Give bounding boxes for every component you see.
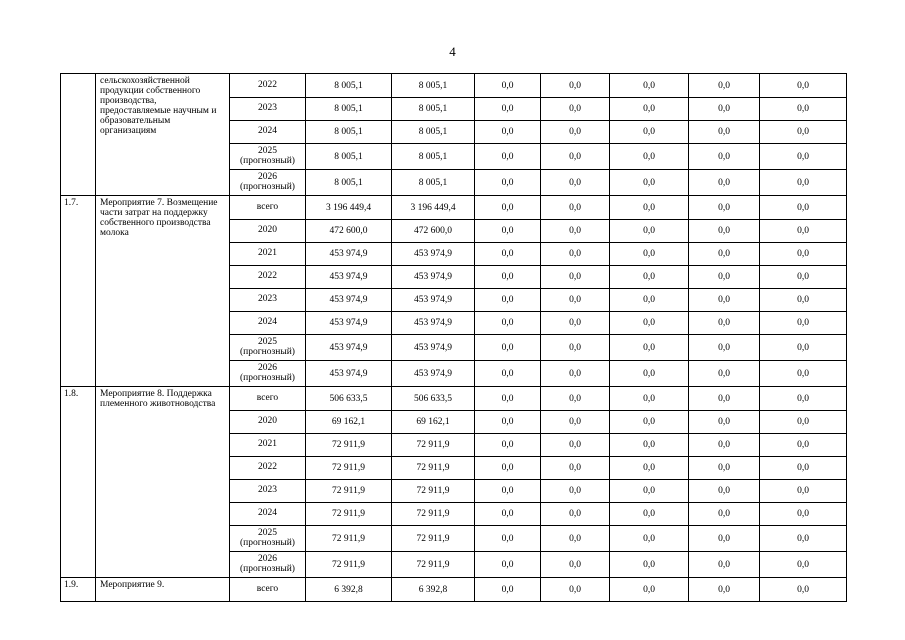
year-cell: 2024: [230, 312, 306, 335]
value-cell: 0,0: [689, 220, 760, 243]
value-cell: 72 911,9: [306, 503, 392, 526]
value-cell: 72 911,9: [392, 552, 475, 578]
value-cell: 72 911,9: [306, 457, 392, 480]
year-cell: 2026 (прогнозный): [230, 170, 306, 196]
year-cell: 2021: [230, 243, 306, 266]
value-cell: 8 005,1: [392, 121, 475, 144]
value-cell: 0,0: [689, 387, 760, 411]
value-cell: 0,0: [541, 552, 610, 578]
value-cell: 0,0: [541, 457, 610, 480]
value-cell: 0,0: [475, 335, 541, 361]
item-name: Мероприятие 8. Поддержка племенного животноводства: [96, 387, 230, 578]
value-cell: 69 162,1: [392, 411, 475, 434]
table-row: [61, 196, 847, 220]
item-number: 1.7.: [61, 196, 96, 387]
value-cell: 8 005,1: [392, 170, 475, 196]
value-cell: 0,0: [475, 480, 541, 503]
year-cell: 2022: [230, 457, 306, 480]
value-cell: 0,0: [760, 552, 847, 578]
value-cell: 0,0: [541, 411, 610, 434]
value-cell: 0,0: [689, 457, 760, 480]
year-cell: 2020: [230, 411, 306, 434]
value-cell: 453 974,9: [392, 289, 475, 312]
value-cell: 0,0: [760, 503, 847, 526]
value-cell: 0,0: [760, 335, 847, 361]
value-cell: 0,0: [760, 266, 847, 289]
value-cell: 472 600,0: [306, 220, 392, 243]
value-cell: 506 633,5: [392, 387, 475, 411]
value-cell: 0,0: [689, 266, 760, 289]
item-name: сельскохозяйственной продукции собственного производства, предоставляемые научным и образовательным организациям: [96, 74, 230, 196]
year-cell: 2026 (прогнозный): [230, 552, 306, 578]
value-cell: 0,0: [689, 170, 760, 196]
value-cell: 0,0: [610, 220, 689, 243]
value-cell: 0,0: [760, 578, 847, 602]
value-cell: 72 911,9: [392, 480, 475, 503]
value-cell: 0,0: [689, 243, 760, 266]
value-cell: 0,0: [610, 552, 689, 578]
value-cell: 8 005,1: [392, 74, 475, 98]
value-cell: 0,0: [475, 552, 541, 578]
item-number: 1.8.: [61, 387, 96, 578]
value-cell: 0,0: [541, 578, 610, 602]
value-cell: 0,0: [689, 411, 760, 434]
value-cell: 0,0: [541, 170, 610, 196]
value-cell: 8 005,1: [392, 144, 475, 170]
value-cell: 0,0: [760, 434, 847, 457]
value-cell: 453 974,9: [392, 312, 475, 335]
value-cell: 0,0: [475, 144, 541, 170]
value-cell: 453 974,9: [392, 266, 475, 289]
value-cell: 453 974,9: [392, 361, 475, 387]
value-cell: 0,0: [541, 98, 610, 121]
value-cell: 0,0: [760, 220, 847, 243]
value-cell: 0,0: [610, 170, 689, 196]
value-cell: 0,0: [610, 361, 689, 387]
value-cell: 0,0: [610, 289, 689, 312]
value-cell: 69 162,1: [306, 411, 392, 434]
year-cell: всего: [230, 578, 306, 602]
value-cell: 0,0: [541, 74, 610, 98]
value-cell: 72 911,9: [306, 480, 392, 503]
value-cell: 0,0: [760, 361, 847, 387]
value-cell: 0,0: [760, 526, 847, 552]
value-cell: 8 005,1: [392, 98, 475, 121]
value-cell: 453 974,9: [306, 361, 392, 387]
table-row: [61, 578, 847, 602]
value-cell: 72 911,9: [306, 434, 392, 457]
value-cell: 0,0: [610, 335, 689, 361]
value-cell: 0,0: [610, 457, 689, 480]
value-cell: 0,0: [760, 457, 847, 480]
value-cell: 0,0: [760, 74, 847, 98]
value-cell: 0,0: [689, 312, 760, 335]
value-cell: 0,0: [760, 480, 847, 503]
item-name: Мероприятие 9.: [96, 578, 230, 602]
value-cell: 0,0: [610, 480, 689, 503]
year-cell: всего: [230, 196, 306, 220]
value-cell: 0,0: [610, 387, 689, 411]
value-cell: 0,0: [475, 361, 541, 387]
value-cell: 3 196 449,4: [392, 196, 475, 220]
value-cell: 0,0: [760, 196, 847, 220]
value-cell: 0,0: [689, 98, 760, 121]
value-cell: 72 911,9: [306, 552, 392, 578]
value-cell: 0,0: [689, 578, 760, 602]
value-cell: 72 911,9: [306, 526, 392, 552]
value-cell: 0,0: [610, 266, 689, 289]
value-cell: 0,0: [689, 335, 760, 361]
value-cell: 506 633,5: [306, 387, 392, 411]
value-cell: 0,0: [541, 121, 610, 144]
value-cell: 0,0: [760, 243, 847, 266]
year-cell: 2024: [230, 121, 306, 144]
value-cell: 0,0: [760, 411, 847, 434]
value-cell: 0,0: [610, 411, 689, 434]
value-cell: 8 005,1: [306, 121, 392, 144]
value-cell: 0,0: [475, 98, 541, 121]
value-cell: 0,0: [689, 526, 760, 552]
value-cell: 0,0: [475, 243, 541, 266]
year-cell: 2022: [230, 266, 306, 289]
value-cell: 453 974,9: [306, 335, 392, 361]
value-cell: 0,0: [475, 457, 541, 480]
value-cell: 6 392,8: [306, 578, 392, 602]
item-number: 1.9.: [61, 578, 96, 602]
value-cell: 0,0: [541, 220, 610, 243]
value-cell: 0,0: [541, 312, 610, 335]
value-cell: 8 005,1: [306, 74, 392, 98]
value-cell: 0,0: [760, 144, 847, 170]
value-cell: 0,0: [689, 434, 760, 457]
value-cell: 0,0: [541, 144, 610, 170]
value-cell: 0,0: [610, 121, 689, 144]
value-cell: 72 911,9: [392, 503, 475, 526]
value-cell: 0,0: [475, 121, 541, 144]
value-cell: 72 911,9: [392, 457, 475, 480]
value-cell: 0,0: [541, 335, 610, 361]
value-cell: 453 974,9: [306, 243, 392, 266]
year-cell: 2023: [230, 289, 306, 312]
value-cell: 0,0: [475, 266, 541, 289]
year-cell: всего: [230, 387, 306, 411]
table-row: [61, 74, 847, 98]
value-cell: 0,0: [475, 387, 541, 411]
value-cell: 0,0: [610, 144, 689, 170]
value-cell: 0,0: [475, 503, 541, 526]
table-row: [61, 387, 847, 411]
value-cell: 0,0: [541, 480, 610, 503]
year-cell: 2023: [230, 480, 306, 503]
value-cell: 0,0: [610, 526, 689, 552]
value-cell: 0,0: [689, 552, 760, 578]
value-cell: 0,0: [475, 196, 541, 220]
year-cell: 2021: [230, 434, 306, 457]
value-cell: 472 600,0: [392, 220, 475, 243]
year-cell: 2023: [230, 98, 306, 121]
value-cell: 0,0: [541, 289, 610, 312]
value-cell: 0,0: [475, 74, 541, 98]
value-cell: 0,0: [689, 503, 760, 526]
year-cell: 2025 (прогнозный): [230, 335, 306, 361]
value-cell: 0,0: [610, 312, 689, 335]
value-cell: 453 974,9: [306, 266, 392, 289]
value-cell: 0,0: [541, 526, 610, 552]
value-cell: 0,0: [541, 243, 610, 266]
budget-table: [60, 73, 847, 602]
value-cell: 0,0: [689, 289, 760, 312]
value-cell: 453 974,9: [306, 312, 392, 335]
value-cell: 0,0: [689, 196, 760, 220]
page-number: 4: [449, 44, 456, 59]
value-cell: 0,0: [475, 411, 541, 434]
value-cell: 0,0: [610, 74, 689, 98]
value-cell: 0,0: [760, 387, 847, 411]
value-cell: 453 974,9: [392, 335, 475, 361]
value-cell: 0,0: [541, 503, 610, 526]
value-cell: 8 005,1: [306, 98, 392, 121]
value-cell: 0,0: [541, 196, 610, 220]
value-cell: 0,0: [475, 434, 541, 457]
year-cell: 2022: [230, 74, 306, 98]
value-cell: 8 005,1: [306, 144, 392, 170]
value-cell: 453 974,9: [306, 289, 392, 312]
value-cell: 0,0: [760, 98, 847, 121]
value-cell: 0,0: [541, 434, 610, 457]
year-cell: 2024: [230, 503, 306, 526]
value-cell: 0,0: [610, 243, 689, 266]
year-cell: 2026 (прогнозный): [230, 361, 306, 387]
value-cell: 72 911,9: [392, 434, 475, 457]
value-cell: 0,0: [760, 312, 847, 335]
value-cell: 0,0: [610, 434, 689, 457]
value-cell: 0,0: [760, 121, 847, 144]
value-cell: 0,0: [689, 144, 760, 170]
year-cell: 2025 (прогнозный): [230, 144, 306, 170]
value-cell: 72 911,9: [392, 526, 475, 552]
value-cell: 0,0: [610, 578, 689, 602]
value-cell: 453 974,9: [392, 243, 475, 266]
value-cell: 0,0: [541, 266, 610, 289]
value-cell: 0,0: [760, 170, 847, 196]
value-cell: 0,0: [541, 361, 610, 387]
value-cell: 0,0: [610, 503, 689, 526]
value-cell: 0,0: [689, 74, 760, 98]
value-cell: 0,0: [689, 480, 760, 503]
value-cell: 0,0: [689, 121, 760, 144]
value-cell: 0,0: [475, 289, 541, 312]
value-cell: 0,0: [475, 170, 541, 196]
value-cell: 0,0: [475, 526, 541, 552]
value-cell: 3 196 449,4: [306, 196, 392, 220]
value-cell: 0,0: [689, 361, 760, 387]
item-name: Мероприятие 7. Возмещение части затрат на поддержку собственного производства молока: [96, 196, 230, 387]
table-body: [61, 74, 847, 602]
value-cell: 0,0: [475, 220, 541, 243]
value-cell: 0,0: [610, 98, 689, 121]
item-number: [61, 74, 96, 196]
value-cell: 0,0: [760, 289, 847, 312]
value-cell: 0,0: [541, 387, 610, 411]
value-cell: 8 005,1: [306, 170, 392, 196]
value-cell: 0,0: [475, 578, 541, 602]
value-cell: 0,0: [475, 312, 541, 335]
year-cell: 2020: [230, 220, 306, 243]
year-cell: 2025 (прогнозный): [230, 526, 306, 552]
value-cell: 0,0: [610, 196, 689, 220]
value-cell: 6 392,8: [392, 578, 475, 602]
